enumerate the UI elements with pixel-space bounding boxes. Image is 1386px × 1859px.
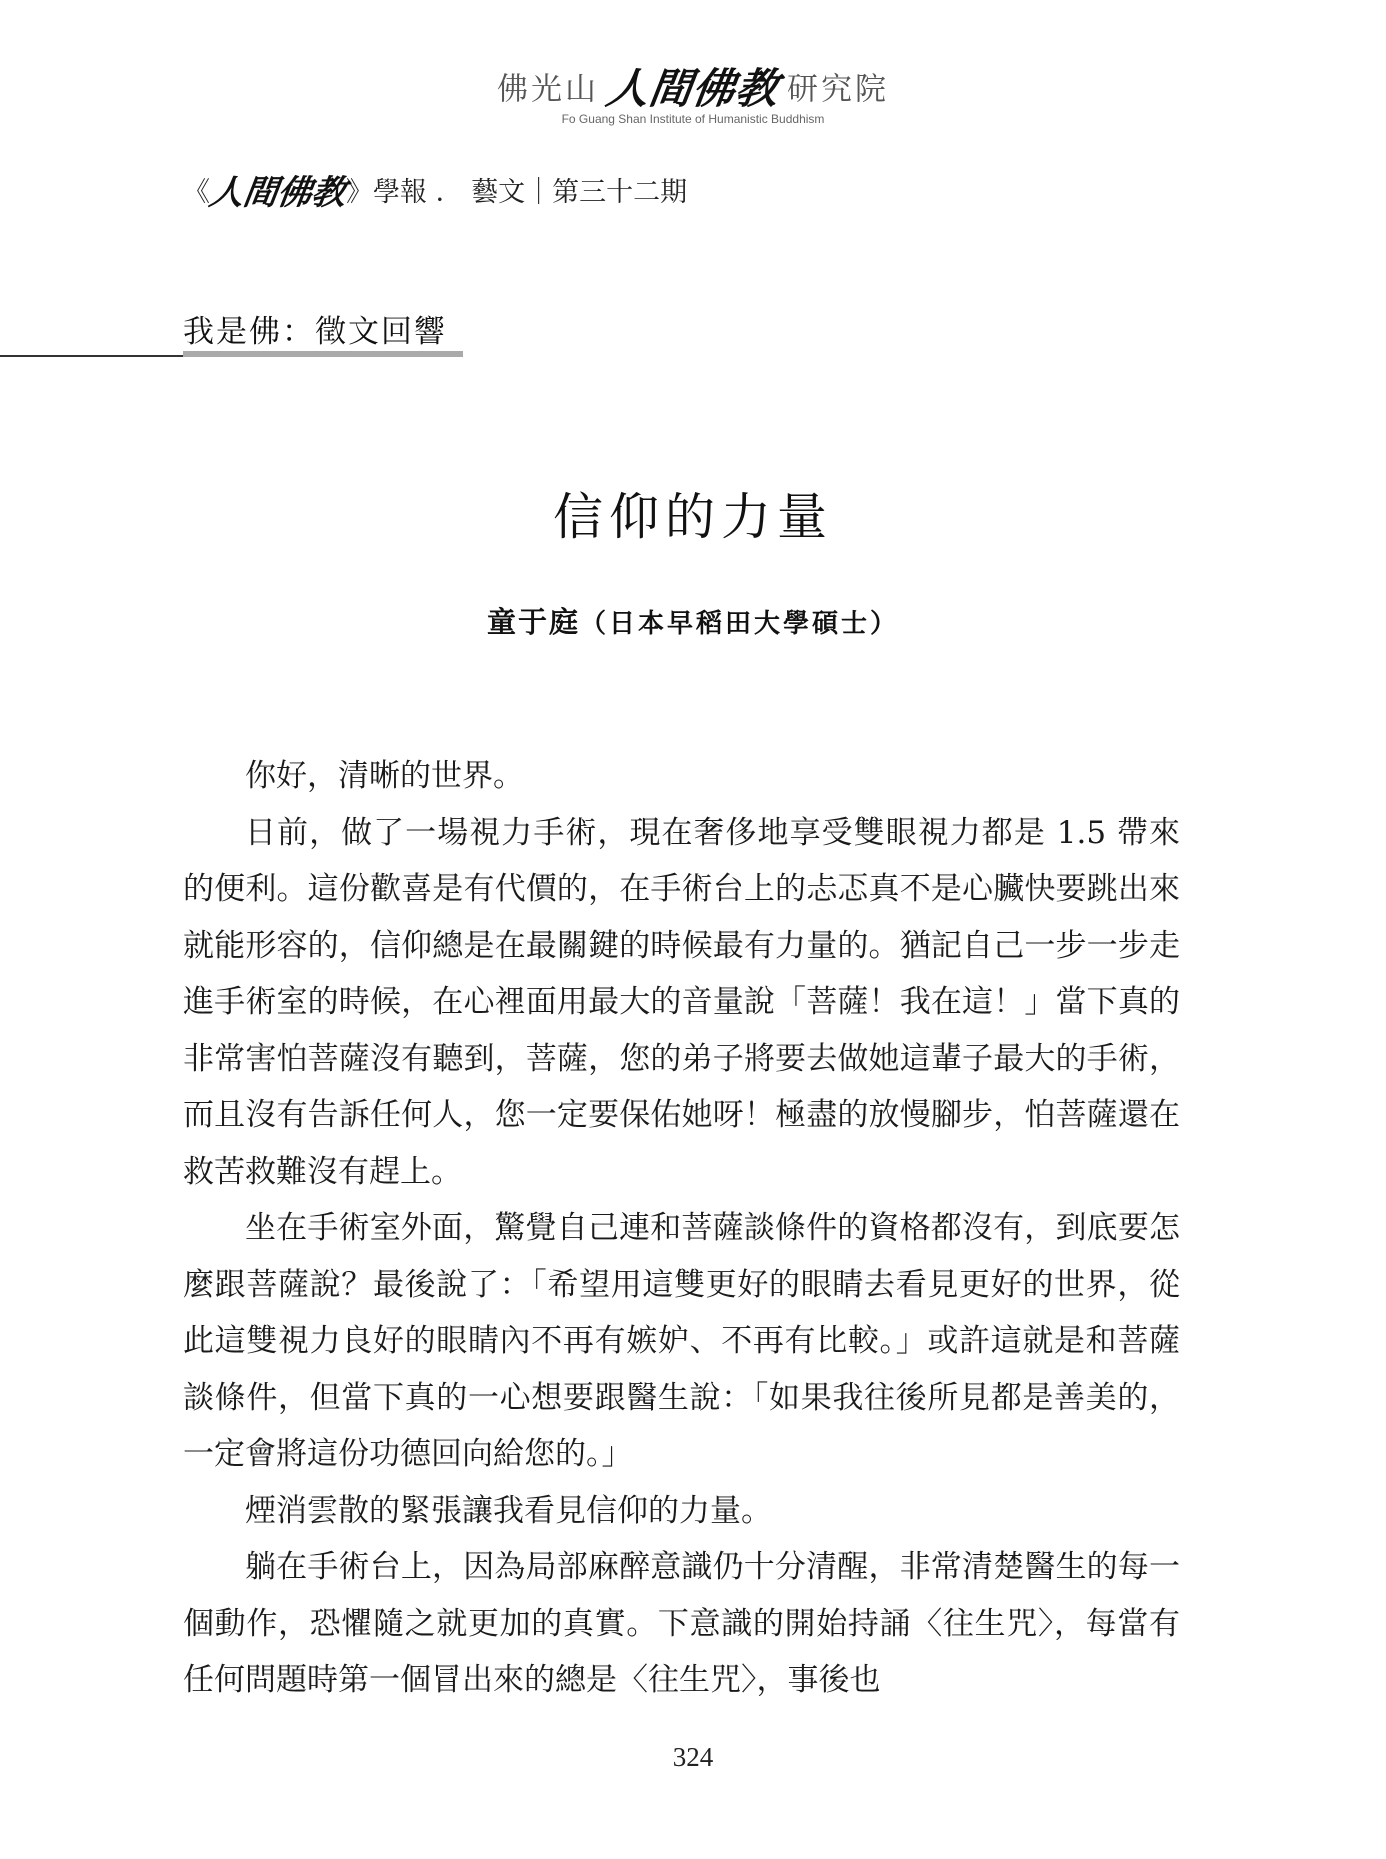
journal-issue: 學報 ． 藝文｜第三十二期 [373,177,688,208]
article-author [0,600,1386,641]
institute-suffix: 研究院 [787,71,889,108]
journal-brand: 人間佛教 [206,173,349,213]
paragraph: 煙消雲散的緊張讓我看見信仰的力量。 [245,1492,772,1529]
paragraph: 坐在手術室外面，驚覺自己連和菩薩談條件的資格都沒有，到底要怎麼跟菩薩說？最後說了：「希望用這雙更好的眼睛去看見更好的世界，從此這雙視力良好的眼睛內不再有嫉妒、不再有比較。」或許這就是和菩薩談條件，但當下真的一心想要跟醫生說：「如果我往後所見都是善美的，一定會將這份功德回向給您的。」 [183,1210,1180,1472]
journal-close-bracket: 》 [346,177,373,208]
section-rule [0,355,183,357]
institute-prefix: 佛光山 [496,71,599,108]
institute-english-name: Fo Guang Shan Institute of Humanistic Buddhism [561,112,825,126]
institute-header [0,56,1386,116]
section-label: 我是佛：徵文回響 [183,314,447,350]
author-affiliation: （日本早稻田大學碩士） [580,609,900,639]
paragraph: 你好，清晰的世界。 [245,758,524,794]
section-underline [183,351,463,357]
article-body [183,748,1180,1709]
paragraph: 日前，做了一場視力手術，現在奢侈地享受雙眼視力都是 1.5 帶來的便利。這份歡喜是有代價的，在手術台上的忐忑真不是心臟快要跳出來就能形容的，信仰總是在最關鍵的時候最有力量的。猶記自己一步一步走進手術室的時候，在心裡面用最大的音量說「菩薩！我在這！」當下真的非常害怕菩薩沒有聽到，菩薩，您的弟子將要去做她這輩子最大的手術，而且沒有告訴任何人，您一定要保佑她呀！極盡的放慢腳步，怕菩薩還在救苦救難沒有趕上。 [183,814,1180,1190]
article-title: 信仰的力量 [553,488,833,546]
paragraph: 躺在手術台上，因為局部麻醉意識仍十分清醒，非常清楚醫生的每一個動作，恐懼隨之就更加的真實。下意識的開始持誦〈往生咒〉，每當有任何問題時第一個冒出來的總是〈往生咒〉，事後也 [183,1549,1180,1698]
page-number: 324 [672,1742,714,1772]
journal-line [183,165,687,214]
journal-open-bracket: 《 [183,177,210,208]
author-name: 童于庭 [486,605,580,639]
institute-brand-logo: 人間佛教 [603,64,783,113]
